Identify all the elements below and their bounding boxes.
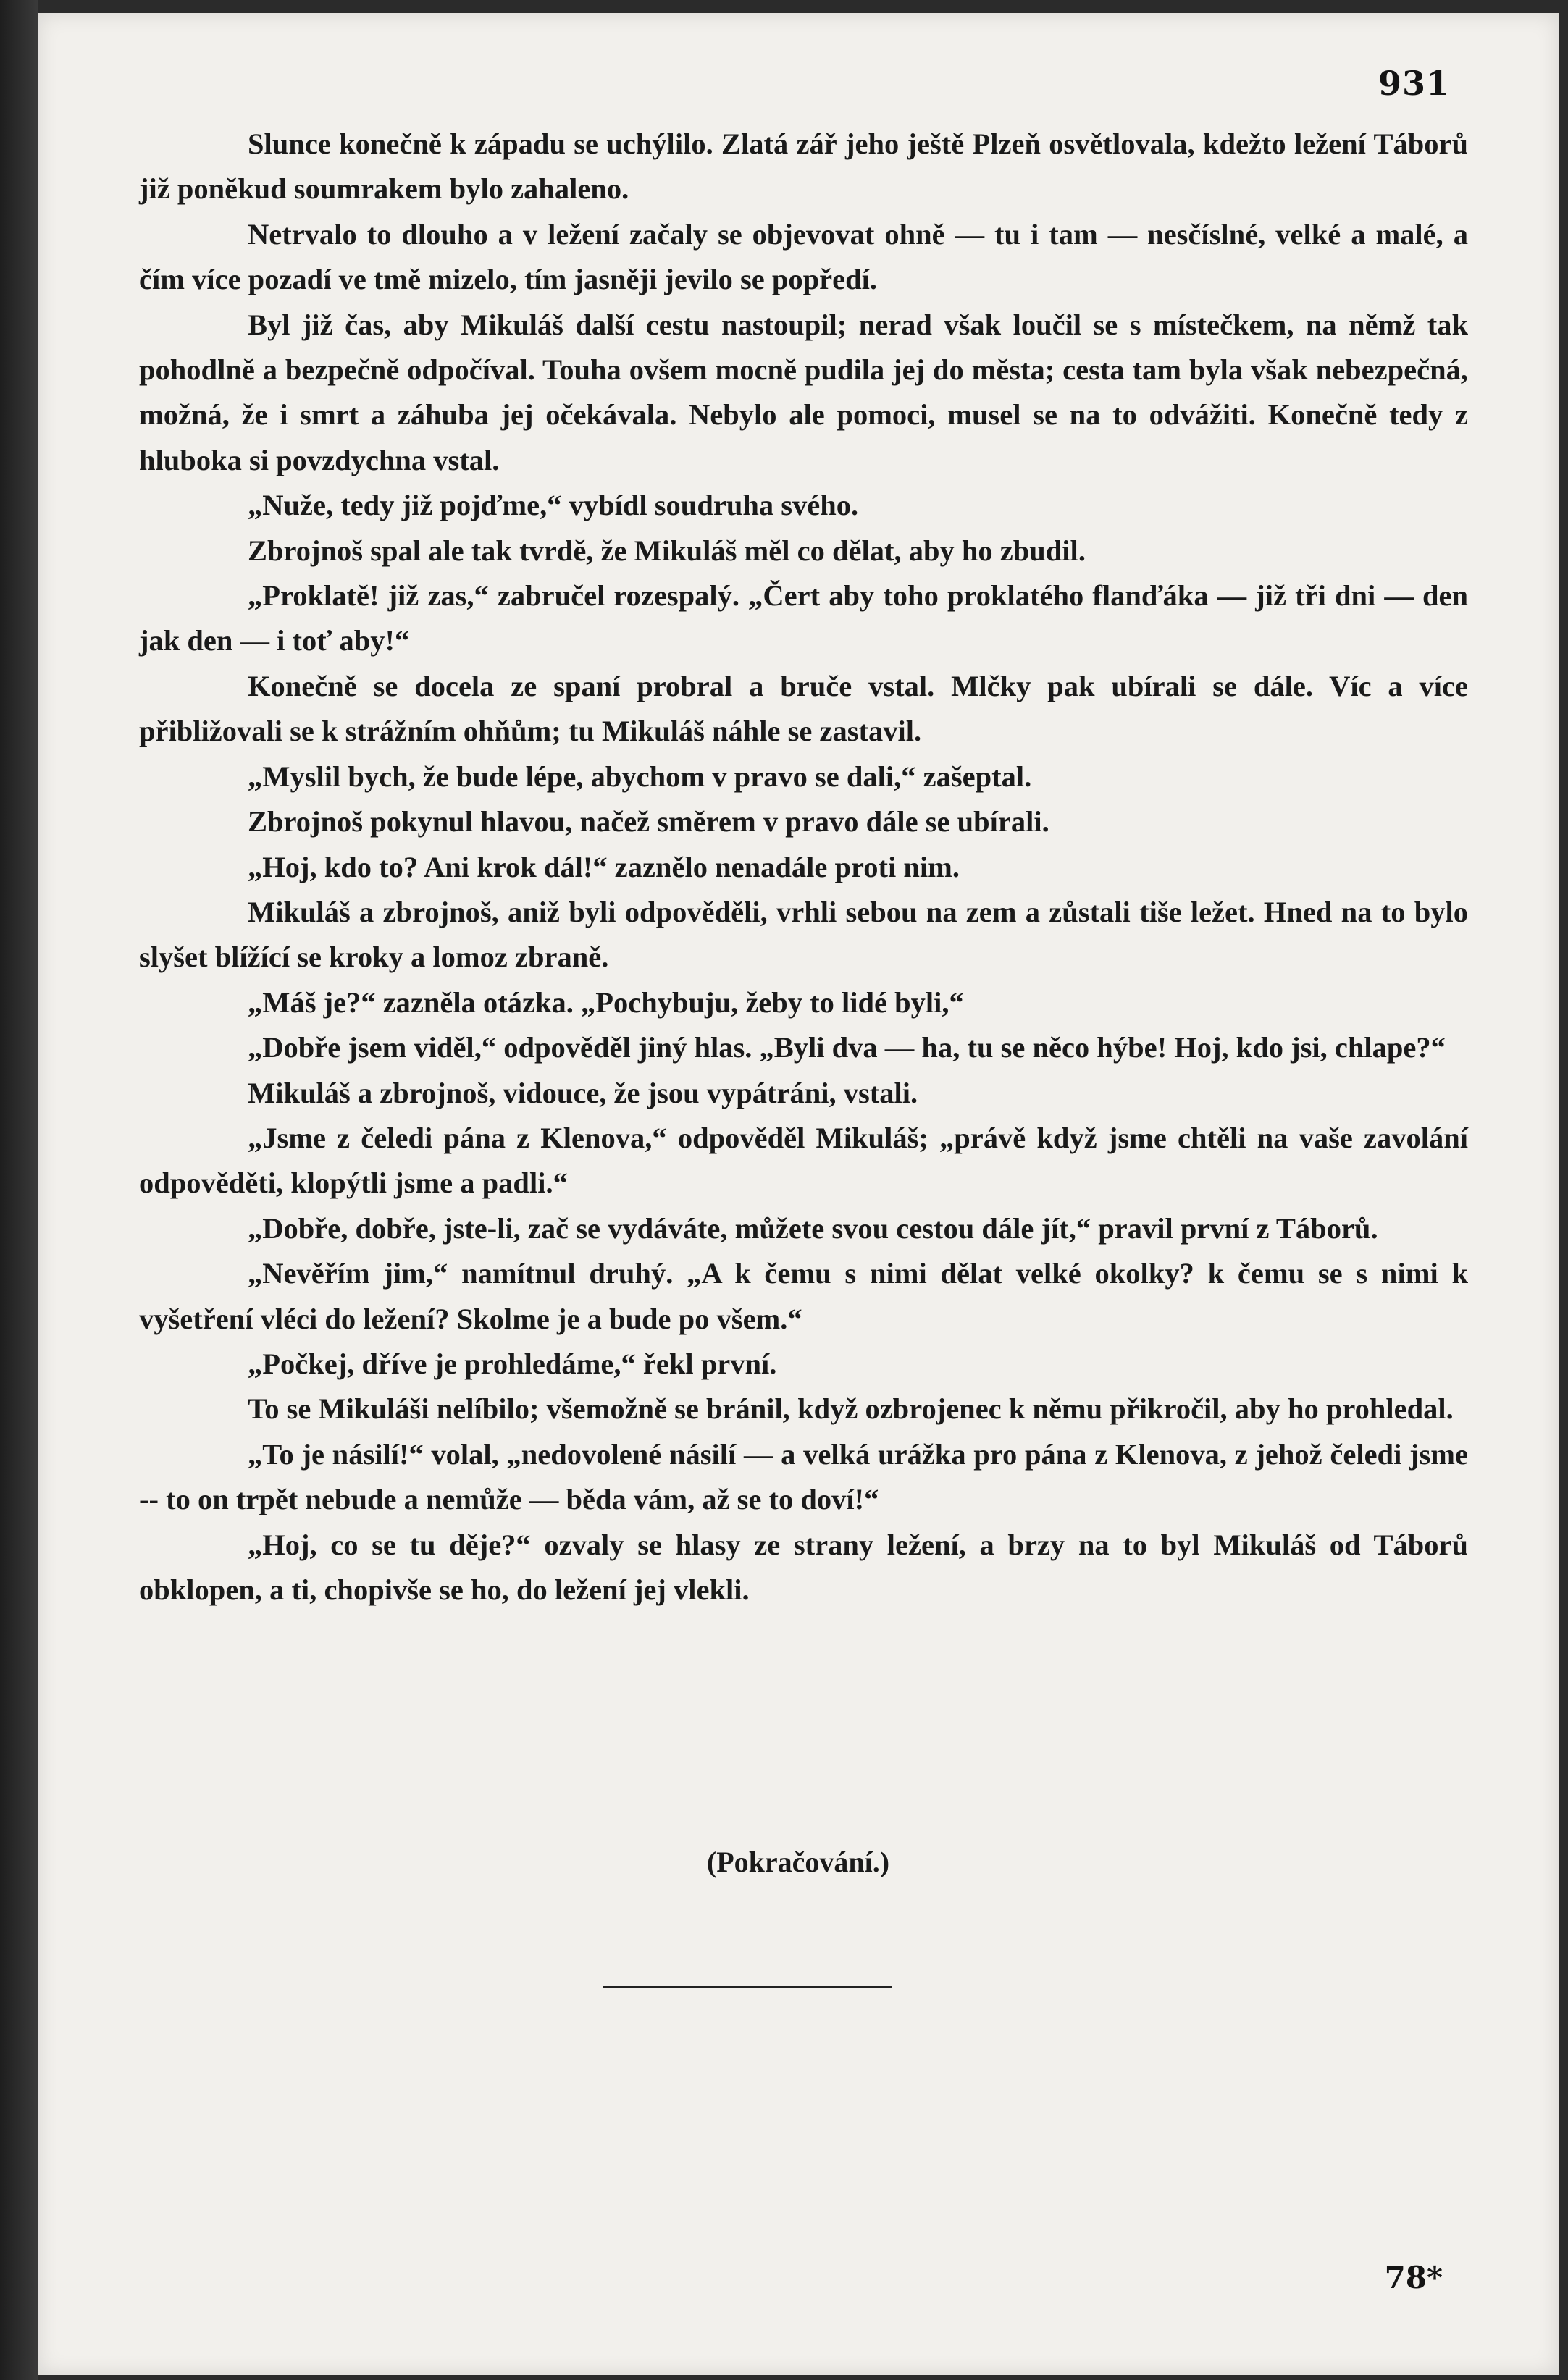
paragraph: „Proklatě! již zas,“ zabručel rozespalý. „Čert aby toho proklatého flanďáka — již tři dni — den jak den — i toť aby!“ bbox=[139, 579, 1468, 657]
section-divider bbox=[603, 1986, 892, 1988]
continued-label: (Pokračování.) bbox=[706, 1846, 890, 1878]
signature-mark: 78* bbox=[1384, 2260, 1443, 2295]
paragraph: Slunce konečně k západu se uchýlilo. Zlatá zář jeho ještě Plzeň osvětlovala, kdežto ležení Táborů již poněkud soumrakem bylo zahaleno. bbox=[139, 127, 1468, 206]
document-page bbox=[38, 13, 1559, 2375]
paragraph: „Dobře, dobře, jste-li, zač se vydáváte, můžete svou cestou dále jít,“ pravil první z Táborů. bbox=[248, 1211, 1378, 1245]
paragraph: To se Mikuláši nelíbilo; všemožně se bránil, když ozbrojenec k němu přikročil, aby ho prohledal. bbox=[248, 1392, 1454, 1426]
paragraph: „Jsme z čeledi pána z Klenova,“ odpověděl Mikuláš; „právě když jsme chtěli na vaše zavolání odpověděti, klopýtli jsme a padli.“ bbox=[139, 1121, 1468, 1200]
page-number: 931 bbox=[1378, 64, 1450, 103]
paragraph: „Hoj, co se tu děje?“ ozvaly se hlasy ze strany ležení, a brzy na to byl Mikuláš od Táborů obklopen, a ti, chopivše se ho, do ležení jej vlekli. bbox=[139, 1528, 1468, 1606]
paragraph: Zbrojnoš pokynul hlavou, načež směrem v pravo dále se ubírali. bbox=[248, 805, 1049, 838]
paragraph: „Počkej, dříve je prohledáme,“ řekl první. bbox=[248, 1347, 777, 1380]
paragraph: Netrvalo to dlouho a v ležení začaly se objevovat ohně — tu i tam — nesčíslné, velké a malé, a čím více pozadí ve tmě mizelo, tím jasněji jevilo se popředí. bbox=[139, 217, 1468, 296]
paragraph: „Myslil bych, že bude lépe, abychom v pravo se dali,“ zašeptal. bbox=[248, 760, 1032, 793]
body-text bbox=[139, 122, 1468, 1612]
paragraph: „Dobře jsem viděl,“ odpověděl jiný hlas. „Byli dva — ha, tu se něco hýbe! Hoj, kdo jsi, chlape?“ bbox=[248, 1031, 1446, 1064]
paragraph: „Hoj, kdo to? Ani krok dál!“ zaznělo nenadále proti nim. bbox=[248, 850, 960, 883]
paragraph: Konečně se docela ze spaní probral a bruče vstal. Mlčky pak ubírali se dále. Víc a více přibližovali se k strážním ohňům; tu Mikuláš náhle se zastavil. bbox=[139, 669, 1468, 748]
paragraph: „Nevěřím jim,“ namítnul druhý. „A k čemu s nimi dělat velké okolky? k čemu se s nimi k vyšetření vléci do ležení? Skolme je a bude po všem.“ bbox=[139, 1257, 1468, 1335]
paragraph: „Nuže, tedy již pojďme,“ vybídl soudruha svého. bbox=[248, 489, 859, 522]
scan-left-edge bbox=[0, 0, 38, 2380]
paragraph: „To je násilí!“ volal, „nedovolené násilí — a velká urážka pro pána z Klenova, z jehož čeledi jsme -- to on trpět nebude a nemůže — běda vám, až se to doví!“ bbox=[139, 1437, 1468, 1516]
paragraph: Mikuláš a zbrojnoš, aniž byli odpověděli, vrhli sebou na zem a zůstali tiše ležet. Hned na to bylo slyšet blížící se kroky a lomoz zbraně. bbox=[139, 895, 1468, 974]
paragraph: Zbrojnoš spal ale tak tvrdě, že Mikuláš měl co dělat, aby ho zbudil. bbox=[248, 534, 1086, 567]
paragraph: Mikuláš a zbrojnoš, vidouce, že jsou vypátráni, vstali. bbox=[248, 1076, 918, 1109]
paragraph: „Máš je?“ zazněla otázka. „Pochybuju, žeby to lidé byli,“ bbox=[248, 985, 964, 1019]
paragraph: Byl již čas, aby Mikuláš další cestu nastoupil; nerad však loučil se s místečkem, na němž tak pohodlně a bezpečně odpočíval. Touha ovšem mocně pudila jej do města; cesta tam byla však nebezpečná, možná, že i smrt a záhuba jej očekávala. Nebylo ale pomoci, musel se na to odvážiti. Konečně tedy z hluboka si povzdychna vstal. bbox=[139, 308, 1468, 476]
